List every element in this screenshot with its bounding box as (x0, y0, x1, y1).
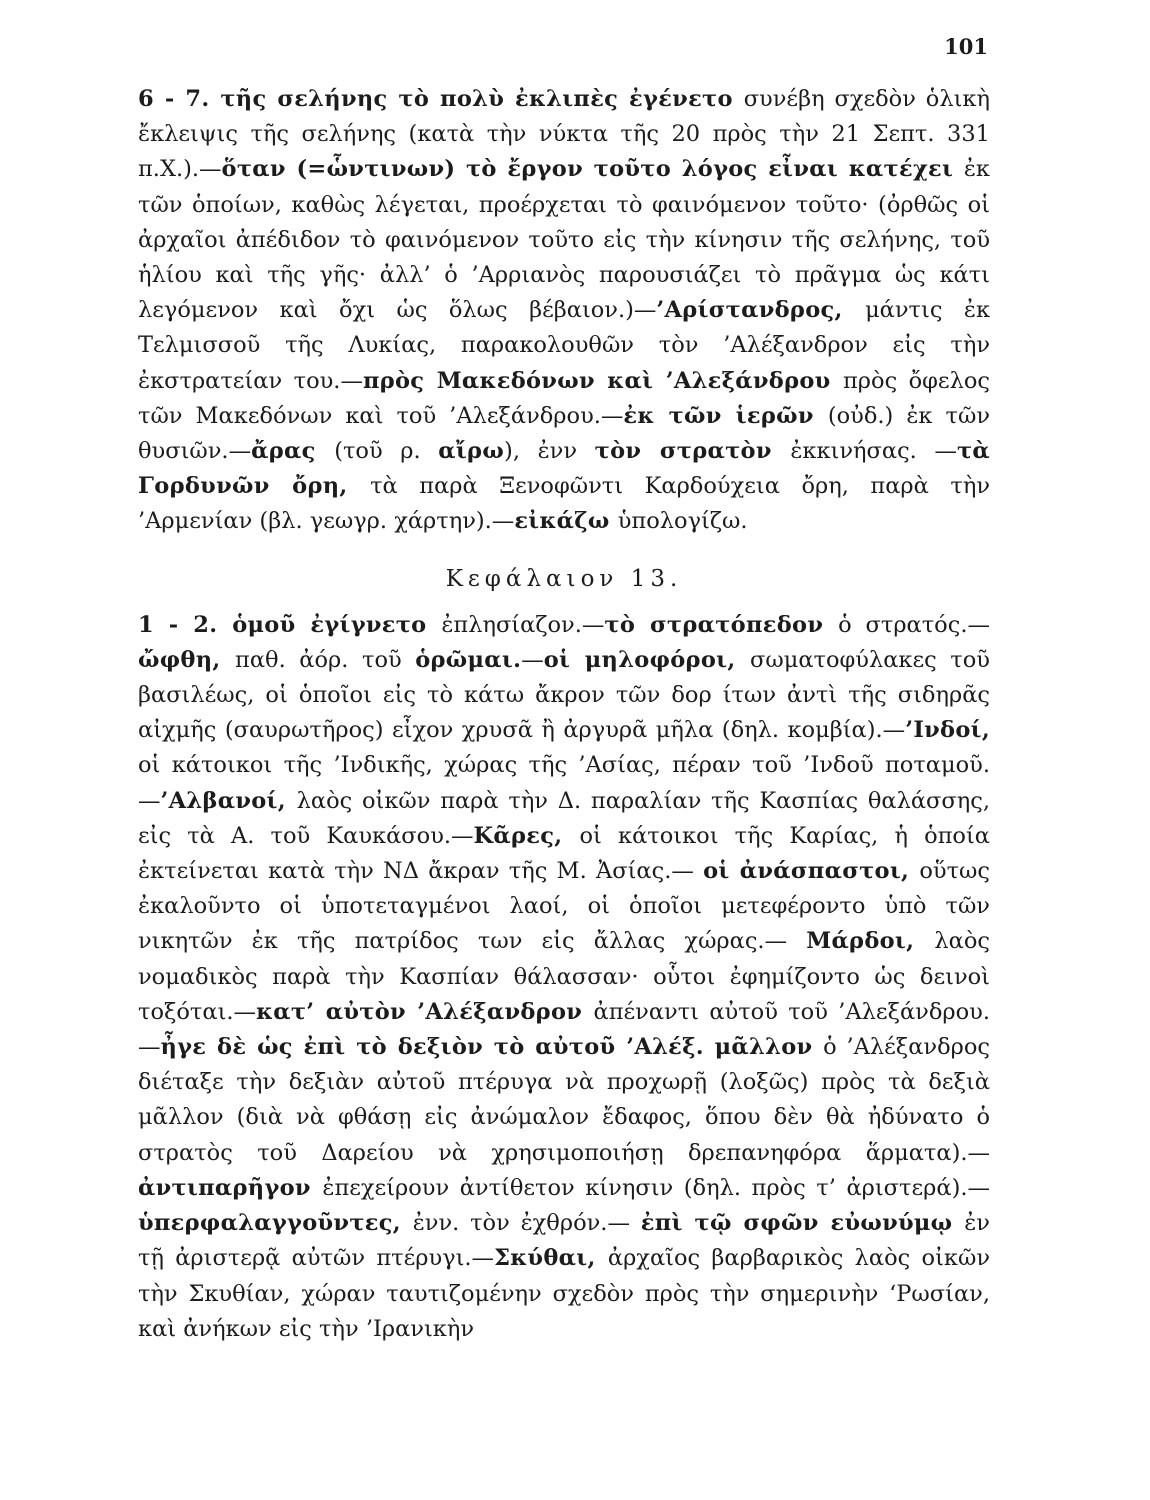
gloss-text: σωματοφύλακες τοῦ βασιλέως, οἱ ὁποῖοι εἰς τὸ κάτω ἄκρον τῶν δορ ίτων ἀντὶ τῆς σιδηρᾶς αἰχμῆς (σαυρωτῆρος) εἶχον χρυσᾶ ἢ ἀργυρᾶ μῆλα (δηλ. κομβία).— (138, 646, 990, 744)
gloss-text: ἀπέναντι αὐτοῦ τοῦ ’Αλεξάνδρου.— (138, 998, 990, 1061)
lemma-term: Κᾶρες, (473, 822, 580, 849)
gloss-text: οἱ κάτοικοι τῆς Καρίας, ἡ ὁποία ἐκτείνεται κατὰ τὴν ΝΔ ἄκραν τῆς Μ. Ἀσίας.— (138, 822, 990, 885)
lemma-term: ὤφθη, (138, 646, 236, 673)
commentary-paragraph-2 (138, 608, 990, 1347)
gloss-text: ἐπεχείρουν ἀντίθετον κίνησιν (δηλ. πρὸς τ’ ἀριστερά).— (322, 1174, 990, 1201)
gloss-text: μάντις ἐκ Τελμισσοῦ τῆς Λυκίας, παρακολουθῶν τὸν ’Αλέξανδρον εἰς τὴν ἐκστρατείαν του.— (138, 297, 991, 394)
gloss-text: (τοῦ ρ. (334, 438, 439, 465)
gloss-text: συνέβη σχεδὸν ὁλικὴ ἔκλειψις τῆς σελήνης (κατὰ τὴν νύκτα τῆς 20 πρὸς τὴν 21 Σεπτ. 331 π.Χ.).— (138, 86, 990, 183)
gloss-text: οἱ κάτοικοι τῆς ’Ινδικῆς, χώρας τῆς ’Ασίας, πέραν τοῦ ’Ινδοῦ ποταμοῦ.— (138, 752, 990, 814)
chapter-heading: Κεφάλαιον 13. (445, 565, 683, 592)
commentary-paragraph-1 (138, 82, 990, 540)
gloss-text: λαὸς οἰκῶν παρὰ τὴν Δ. παραλίαν τῆς Κασπίας θαλάσσης, εἰς τὰ Α. τοῦ Καυκάσου.— (138, 787, 990, 849)
gloss-text: ὁ στρατός.— (838, 611, 990, 638)
lemma-term: τὸ στρατόπεδον (604, 611, 839, 638)
gloss-text: ἐκκινήσας. — (790, 438, 957, 465)
gloss-text: ὑπολογίζω. (617, 508, 748, 535)
gloss-text: τὰ παρὰ Ξενοφῶντι Καρδούχεια ὄρη, παρὰ τὴν ’Αρμενίαν (βλ. γεωγρ. χάρτην).— (138, 473, 990, 535)
gloss-text: ἐπλησίαζον.— (441, 611, 605, 638)
lemma-term: εἰκάζω (514, 508, 618, 535)
gloss-text: ὁ ’Αλέξανδρος διέταξε τὴν δεξιὰν αὐτοῦ πτέρυγα νὰ προχωρῇ (λοξῶς) πρὸς τὰ δεξιὰ μᾶλλον (διὰ νὰ φθάσῃ εἰς ἀνώμαλον ἔδαφος, ὅπου δὲν θὰ ἠδύνατο ὁ στρατὸς τοῦ Δαρείου νὰ χρησιμοποιήσῃ δρεπανηφόρα ἅρματα).— (138, 1034, 990, 1166)
lemma-term: ’Ινδοί, (905, 717, 990, 744)
lemma-term: τὸν στρατὸν (594, 438, 791, 465)
commentary-column (138, 82, 990, 1347)
lemma-term: ἐπὶ τῷ σφῶν εὐωνύμῳ (640, 1210, 965, 1237)
lemma-term: ὁρῶμαι. (415, 646, 522, 673)
lemma-term: Μάρδοι, (806, 928, 935, 955)
lemma-term: 1 - 2. ὁμοῦ ἐγίγνετο (138, 611, 442, 638)
lemma-term: ἄρας (251, 438, 335, 465)
gloss-text: — (521, 646, 544, 673)
lemma-term: 6 - 7. τῆς σελήνης τὸ πολὺ ἐκλιπὲς ἐγένετο (138, 86, 744, 112)
gloss-text: παθ. ἀόρ. τοῦ (235, 646, 416, 673)
lemma-term: ’Αλβανοί, (160, 787, 297, 814)
gloss-text: ), ἐνν (504, 438, 595, 465)
lemma-term: ἦγε δὲ ὡς ἐπὶ τὸ δεξιὸν τὸ αὐτοῦ ’Αλέξ. μᾶλλον (160, 1034, 824, 1061)
lemma-term: Σκύθαι, (494, 1245, 608, 1272)
lemma-term: αἴρω (438, 438, 505, 465)
lemma-term: πρὸς Μακεδόνων καὶ ’Αλεξάνδρου (362, 367, 844, 394)
lemma-term: κατ’ αὐτὸν ’Αλέξανδρον (256, 998, 594, 1025)
lemma-term: ὅταν (=ὧντινων) τὸ ἔργον τοῦτο λόγος εἶναι κατέχει (221, 156, 964, 183)
lemma-term: ἀντιπαρῆγον (138, 1174, 323, 1201)
gloss-text: (οὐδ.) ἐκ τῶν θυσιῶν.— (138, 402, 991, 465)
lemma-term: τὰ Γορδυνῶν ὄρη, (138, 438, 991, 500)
gloss-text: ἐν τῇ ἀριστερᾷ αὐτῶν πτέρυγι.— (138, 1210, 990, 1272)
gloss-text: λαὸς νομαδικὸς παρὰ τὴν Κασπίαν θάλασσαν· οὗτοι ἐφημίζοντο ὡς δεινοὶ τοξόται.— (138, 928, 990, 1025)
lemma-term: ’Αρίστανδρος, (656, 297, 866, 324)
lemma-term: οἱ ἀνάσπαστοι, (703, 858, 920, 885)
gloss-text: ἐκ τῶν ὁποίων, καθὼς λέγεται, προέρχεται τὸ φαινόμενον τοῦτο· (ὀρθῶς οἱ ἀρχαῖοι ἀπέδιδον τὸ φαινόμενον τοῦτο εἰς τὴν κίνησιν τῆς σελήνης, τοῦ ἡλίου καὶ τῆς γῆς· ἀλλ’ ὁ ’Αρριανὸς παρουσιάζει τὸ πρᾶγμα ὡς κάτι λεγόμενον καὶ ὄχι ὡς ὅλως βέβαιον.)— (138, 156, 990, 324)
lemma-term: ὑπερφαλαγγοῦντες, (138, 1210, 413, 1237)
gloss-text: πρὸς ὄφελος τῶν Μακεδόνων καὶ τοῦ ’Αλεξάνδρου.— (138, 367, 990, 429)
page-number: 101 (944, 34, 988, 59)
lemma-term: ἐκ τῶν ἱερῶν (623, 402, 828, 429)
gloss-text: ἐνν. τὸν ἐχθρόν.— (412, 1210, 641, 1237)
gloss-text: ἀρχαῖος βαρβαρικὸς λαὸς οἰκῶν τὴν Σκυθίαν, χώραν ταυτιζομένην σχεδὸν πρὸς τὴν σημερινὴν ‘Ρωσίαν, καὶ ἀνήκων εἰς τὴν ’Ιρανικὴν (138, 1245, 990, 1342)
lemma-term: οἱ μηλοφόροι, (543, 646, 751, 673)
gloss-text: οὕτως ἐκαλοῦντο οἱ ὑποτεταγμένοι λαοί, οἱ ὁποῖοι μετεφέροντο ὑπὸ τῶν νικητῶν ἐκ τῆς πατρίδος των εἰς ἄλλας χώρας.— (138, 858, 990, 955)
